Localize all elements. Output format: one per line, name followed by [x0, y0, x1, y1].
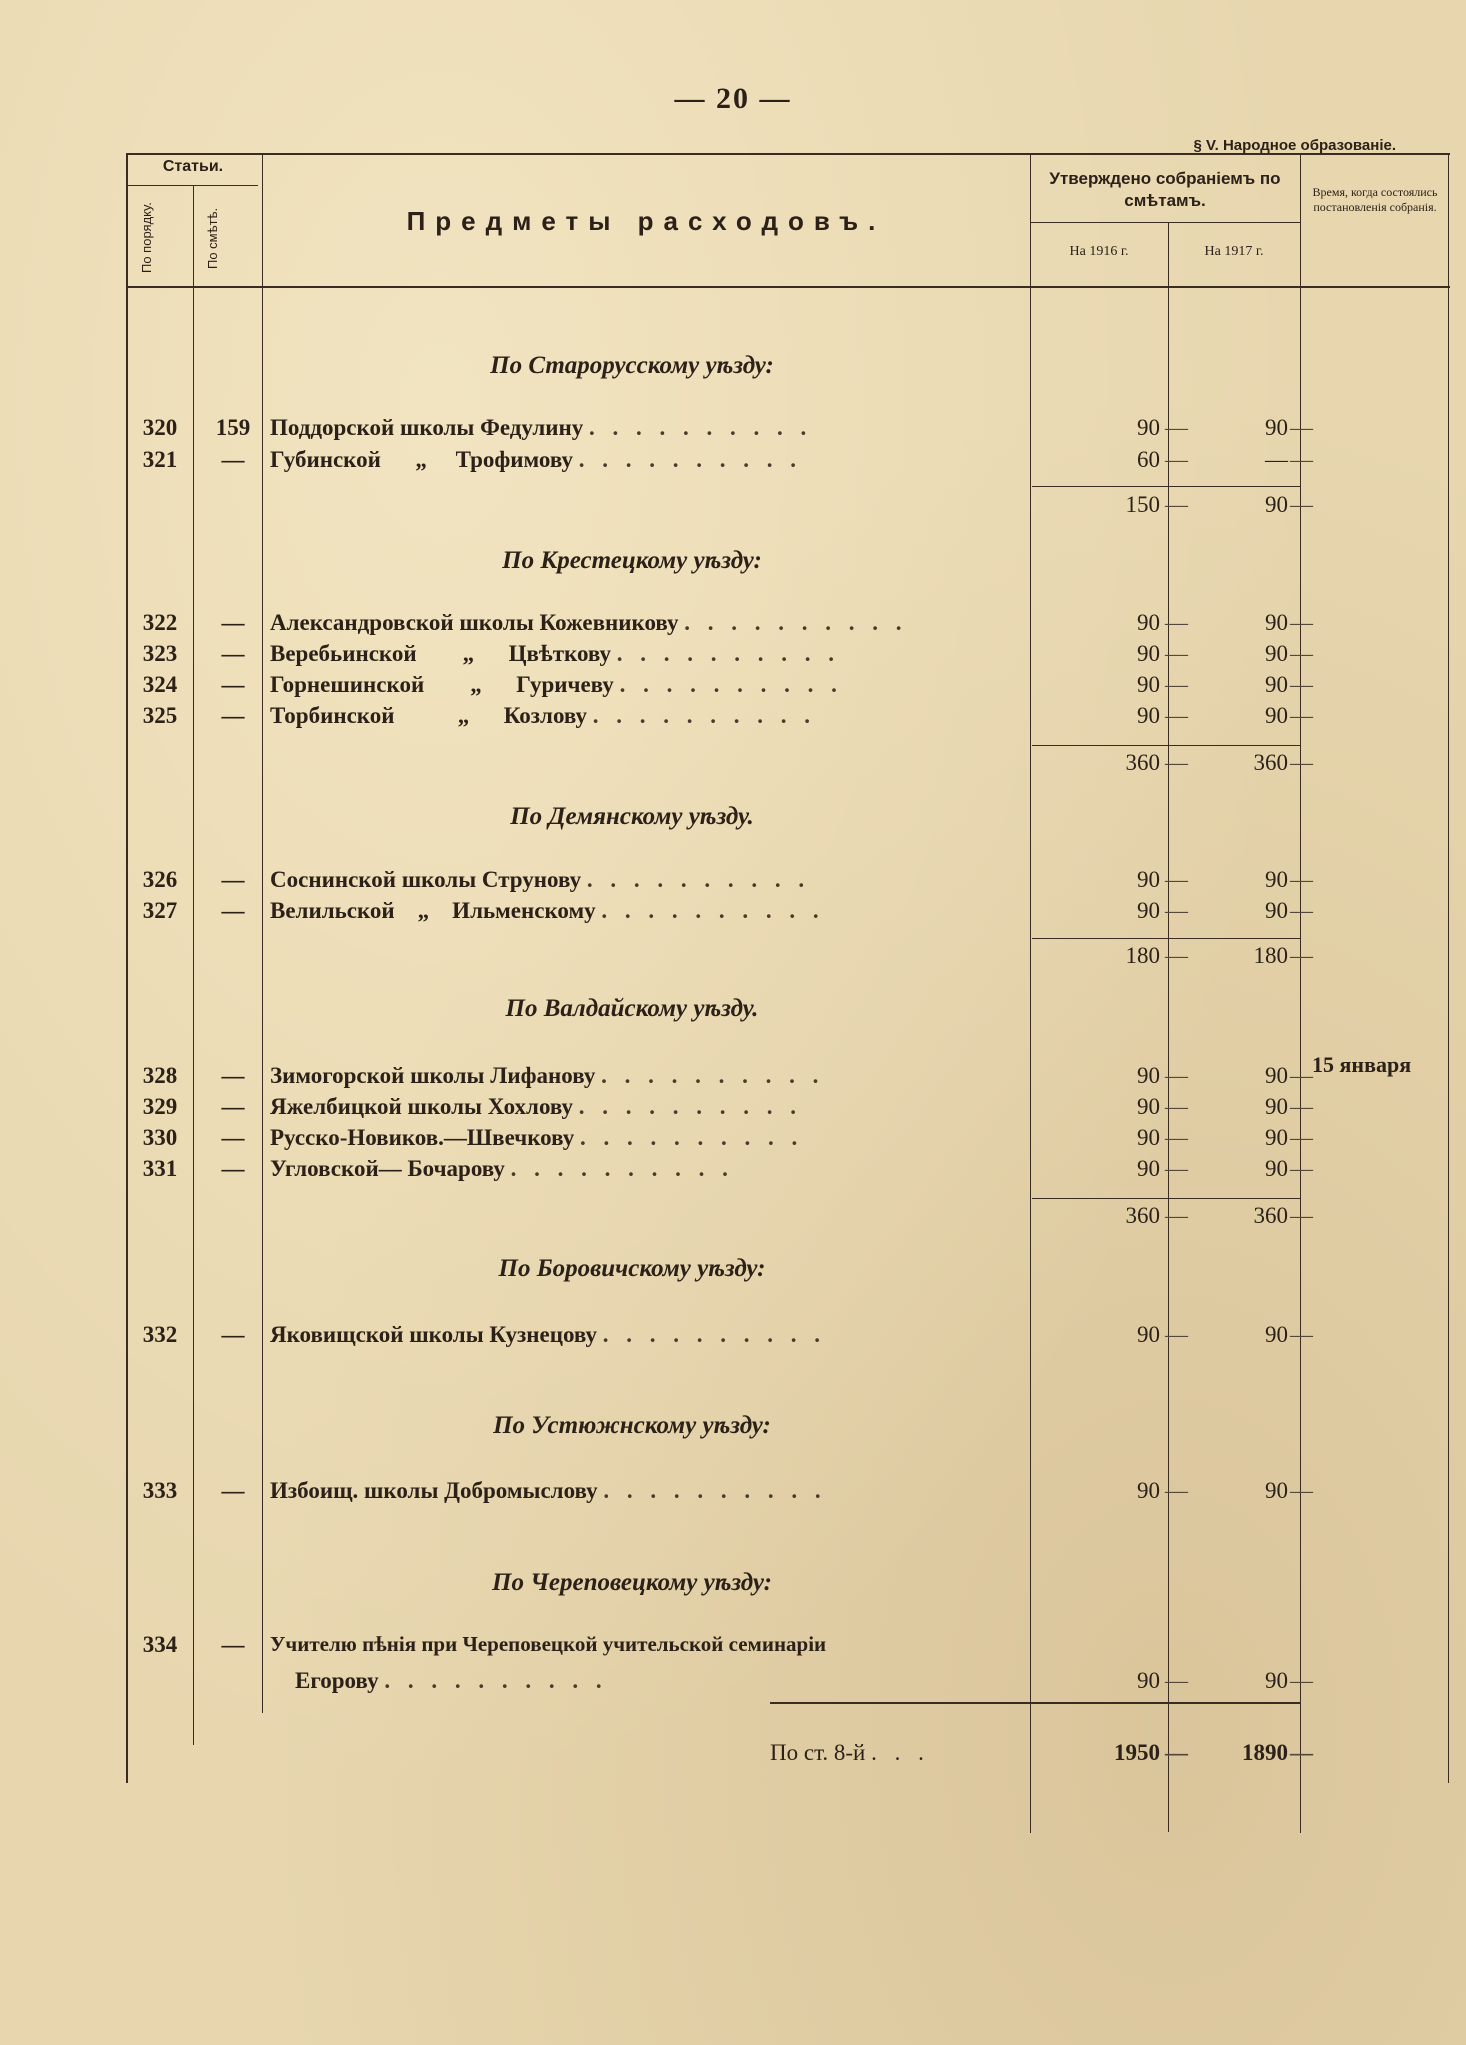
value-1917: 90 — [1265, 1156, 1288, 1181]
estimate-number: — — [221, 672, 245, 697]
row-description: Поддорской школы Федулину . . . . . . . . . . — [270, 415, 813, 440]
statyi-header: Статьи. — [162, 158, 224, 175]
estimate-number: — — [221, 1094, 245, 1119]
table-row: 332 — Яковищской школы Кузнецову . . . . . . . . . . 90 — 90 — — [130, 1322, 1310, 1352]
year-1917-header: На 1917 г. — [1204, 244, 1264, 259]
value-1917: 90 — [1265, 415, 1288, 440]
value-1917: 90 — [1265, 1478, 1288, 1503]
row-number: 321 — [142, 447, 178, 472]
value-1917: 90 — [1265, 1322, 1288, 1347]
subtotal-row: 180 — 180 — — [1090, 943, 1390, 973]
table-row: 324 — Горнешинской „ Гуричеву . . . . . . . . . . 90 — 90 — — [130, 672, 1310, 702]
row-number: 333 — [142, 1478, 178, 1503]
row-description: Русско-Новиков.—Швечкову . . . . . . . . . . — [270, 1125, 804, 1150]
district-heading: По Старорусскому уѣзду: — [490, 352, 774, 379]
value-1917: 90 — [1265, 672, 1288, 697]
subtotal-row: 360 — 360 — — [1090, 1203, 1390, 1233]
meeting-date-note: 15 января — [1312, 1052, 1412, 1077]
right-border — [1448, 153, 1449, 1783]
value-1917: 90 — [1265, 641, 1288, 666]
table-row: 326 — Соснинской школы Струнову . . . . . . . . . . 90 — 90 — — [130, 867, 1310, 897]
value-1916: 90 — [1137, 1156, 1160, 1181]
table-row-continuation: Егорову . . . . . . . . . . 90 — 90 — — [295, 1668, 1313, 1693]
value-1917: 90 — [1265, 1063, 1288, 1088]
approved-rule — [1030, 222, 1300, 223]
value-1917: 90 — [1265, 703, 1288, 728]
row-number: 327 — [142, 898, 178, 923]
value-1917: 90 — [1265, 867, 1288, 892]
total-1917: 1890 — [1242, 1740, 1288, 1765]
table-row: 327 — Велильской „ Ильменскому . . . . . . . . . . 90 — 90 — — [130, 898, 1310, 928]
value-1917: — — [1265, 447, 1288, 472]
subtotal-rule — [1032, 745, 1300, 746]
table-row: 328 — Зимогорской школы Лифанову . . . . . . . . . . 90 — 90 — — [130, 1063, 1310, 1093]
subtotal-row: 150 — 90 — — [1090, 492, 1390, 522]
estimate-number: — — [221, 1125, 245, 1150]
row-number: 330 — [142, 1125, 178, 1150]
row-number: 334 — [142, 1632, 178, 1657]
value-1916: 90 — [1137, 898, 1160, 923]
value-1916: 90 — [1137, 1094, 1160, 1119]
value-1917: 90 — [1265, 610, 1288, 635]
row-number: 328 — [142, 1063, 178, 1088]
value-1916: 90 — [1137, 1668, 1160, 1693]
subtotal-1917: 90 — [1265, 492, 1288, 517]
year-1916-header: На 1916 г. — [1069, 244, 1129, 259]
table-row: 323 — Веребьинской „ Цвѣткову . . . . . . . . . . 90 — 90 — — [130, 641, 1310, 671]
total-row: 1950 — 1890 — — [1090, 1740, 1390, 1770]
row-description-continued: Егорову . . . . . . . . . . — [295, 1668, 608, 1693]
district-heading: По Череповецкому уѣзду: — [492, 1569, 772, 1596]
district-heading: По Демянскому уѣзду. — [510, 803, 754, 830]
row-description: Угловской— Бочарову . . . . . . . . . . — [270, 1156, 734, 1181]
row-description: Яковищской школы Кузнецову . . . . . . . . . . — [270, 1322, 827, 1347]
total-rule — [770, 1702, 1300, 1704]
row-description: Соснинской школы Струнову . . . . . . . . . . — [270, 867, 811, 892]
table-row: 331 — Угловской— Бочарову . . . . . . . . . . 90 — 90 — — [130, 1156, 1310, 1186]
value-1916: 90 — [1137, 867, 1160, 892]
row-number: 322 — [142, 610, 178, 635]
row-description: Торбинской „ Козлову . . . . . . . . . . — [270, 703, 817, 728]
value-1916: 90 — [1137, 672, 1160, 697]
row-description: Веребьинской „ Цвѣткову . . . . . . . . . . — [270, 641, 841, 666]
subtotal-1917: 360 — [1253, 1203, 1288, 1228]
col-rule-5 — [1300, 153, 1301, 1833]
row-description: Велильской „ Ильменскому . . . . . . . . . . — [270, 898, 825, 923]
subtotal-1917: 360 — [1253, 750, 1288, 775]
district-heading: По Валдайскому уѣзду. — [505, 995, 759, 1022]
value-1916: 90 — [1137, 703, 1160, 728]
estimate-number: — — [221, 1632, 245, 1657]
value-1916: 90 — [1137, 641, 1160, 666]
row-number: 329 — [142, 1094, 178, 1119]
value-1917: 90 — [1265, 1668, 1288, 1693]
estimate-number: — — [221, 1063, 245, 1088]
value-1916: 90 — [1137, 1478, 1160, 1503]
estimate-number: — — [221, 447, 245, 472]
approved-header: Утверждено собраніемъ по смѣтамъ. — [1049, 169, 1281, 210]
table-row: 320 159 Поддорской школы Федулину . . . . . . . . . . 90 — 90 — — [130, 415, 1310, 445]
row-description: Губинской „ Трофимову . . . . . . . . . . — [270, 447, 802, 472]
row-number: 324 — [142, 672, 178, 697]
subtotal-1916: 360 — [1125, 1203, 1160, 1228]
subject-header: Предметы расходовъ. — [406, 206, 886, 236]
subtotal-1917: 180 — [1253, 943, 1288, 968]
subtotal-1916: 150 — [1125, 492, 1160, 517]
estimate-number: — — [221, 610, 245, 635]
table-row: 325 — Торбинской „ Козлову . . . . . . . . . . 90 — 90 — — [130, 703, 1310, 733]
section-title: § V. Народное образованіе. — [1193, 137, 1396, 154]
value-1917: 90 — [1265, 1125, 1288, 1150]
district-heading: По Устюжнскому уѣзду: — [493, 1412, 771, 1439]
row-number: 332 — [142, 1322, 178, 1347]
total-label: По ст. 8-й . . . — [770, 1740, 930, 1765]
header-bottom-rule — [128, 286, 1450, 288]
estimate-number: — — [221, 703, 245, 728]
row-number: 320 — [142, 415, 178, 440]
estimate-number: — — [221, 1478, 245, 1503]
row-description: Александровской школы Кожевникову . . . . . . . . . . — [270, 610, 908, 635]
subtotal-row: 360 — 360 — — [1090, 750, 1390, 780]
row-description: Избоищ. школы Добромыслову . . . . . . . . . . — [270, 1478, 827, 1503]
estimate-number: — — [221, 867, 245, 892]
estimate-number: — — [221, 1156, 245, 1181]
po-smete-header: По смѣтѣ. — [205, 207, 220, 269]
district-heading: По Крестецкому уѣзду: — [502, 547, 762, 574]
value-1916: 90 — [1137, 610, 1160, 635]
estimate-number: — — [221, 641, 245, 666]
value-1916: 90 — [1137, 1125, 1160, 1150]
subtotal-rule — [1032, 1198, 1300, 1199]
subtotal-rule — [1032, 938, 1300, 939]
value-1916: 90 — [1137, 1063, 1160, 1088]
value-1916: 90 — [1137, 415, 1160, 440]
table-row: 333 — Избоищ. школы Добромыслову . . . . . . . . . . 90 — 90 — — [130, 1478, 1310, 1508]
estimate-number: — — [221, 1322, 245, 1347]
total-1916: 1950 — [1114, 1740, 1160, 1765]
district-heading: По Боровичскому уѣзду: — [498, 1255, 766, 1282]
table-top-rule — [128, 153, 1450, 155]
row-number: 323 — [142, 641, 178, 666]
row-description: Зимогорской школы Лифанову . . . . . . . . . . — [270, 1063, 825, 1088]
table-row: 329 — Яжелбицкой школы Хохлову . . . . . . . . . . 90 — 90 — — [130, 1094, 1310, 1124]
estimate-number: — — [221, 898, 245, 923]
subtotal-rule — [1032, 486, 1300, 487]
left-border — [126, 153, 128, 1783]
row-number: 326 — [142, 867, 178, 892]
po-poryadku-header: По порядку. — [139, 202, 154, 274]
row-description: Горнешинской „ Гуричеву . . . . . . . . . . — [270, 672, 843, 697]
table-row: 322 — Александровской школы Кожевникову . . . . . . . . . . 90 — 90 — — [130, 610, 1310, 640]
value-1916: 90 — [1137, 1322, 1160, 1347]
estimate-number: 159 — [215, 415, 251, 440]
page-number: — 20 — — [674, 82, 792, 115]
row-description: Учителю пѣнія при Череповецкой учительской семинаріи — [270, 1632, 827, 1656]
row-description: Яжелбицкой школы Хохлову . . . . . . . . . . — [270, 1094, 803, 1119]
row-number: 325 — [142, 703, 178, 728]
value-1917: 90 — [1265, 1094, 1288, 1119]
table-row: 330 — Русско-Новиков.—Швечкову . . . . . . . . . . 90 — 90 — — [130, 1125, 1310, 1155]
time-header: Время, когда состоялись постановленія собранія. — [1312, 185, 1438, 214]
subtotal-1916: 360 — [1125, 750, 1160, 775]
subtotal-1916: 180 — [1125, 943, 1160, 968]
table-row — [130, 1632, 1310, 1662]
row-number: 331 — [142, 1156, 178, 1181]
value-1917: 90 — [1265, 898, 1288, 923]
col-rule-3 — [1030, 153, 1031, 1833]
table-row: 321 — Губинской „ Трофимову . . . . . . . . . . 60 — — — — [130, 447, 1310, 477]
value-1916: 60 — [1137, 447, 1160, 472]
